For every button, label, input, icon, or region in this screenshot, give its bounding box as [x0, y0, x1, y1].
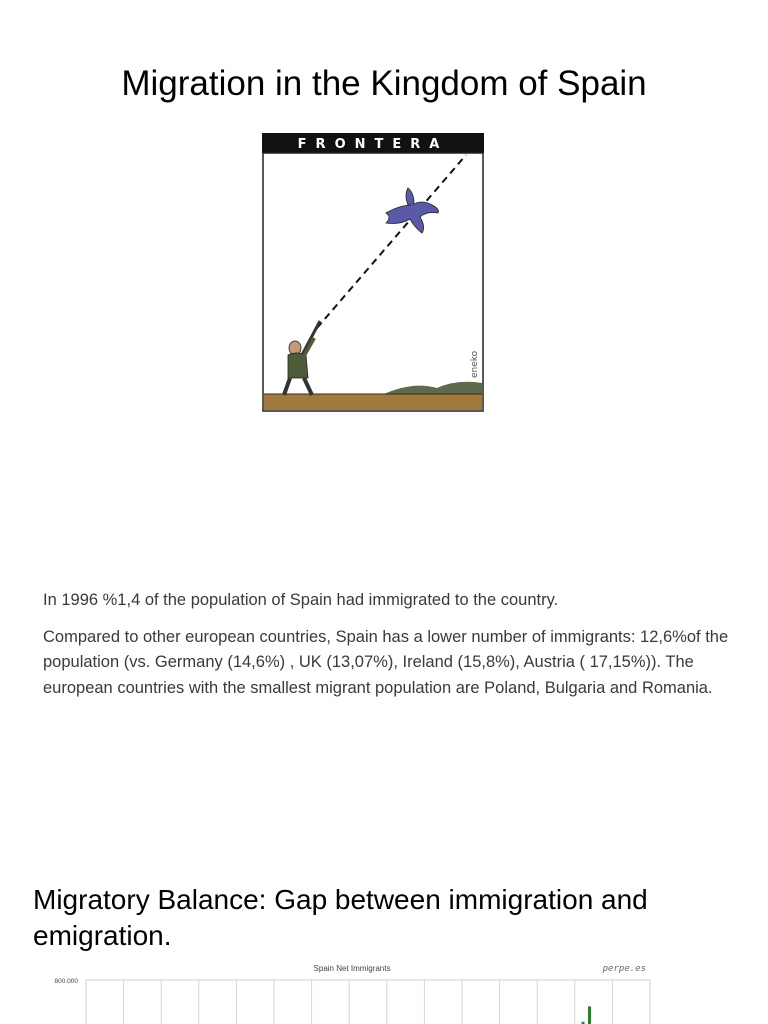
net-immigrants-chart	[20, 958, 660, 1024]
section-heading: Migratory Balance: Gap between immigration and emigration.	[33, 884, 648, 951]
chart-title: Spain Net Immigrants	[313, 964, 391, 973]
chart-grid	[86, 980, 650, 1024]
chart-bars	[562, 1006, 591, 1024]
cartoon-ground	[264, 394, 482, 410]
paragraph-1996: In 1996 %1,4 of the population of Spain had immigrated to the country.	[43, 591, 559, 609]
chart-ytick-top: 800.000	[54, 978, 78, 985]
cartoon-banner-text: FRONTERA	[297, 137, 449, 152]
chart-bar	[588, 1006, 591, 1024]
cartoon-signature: eneko	[470, 350, 480, 378]
page-title: Migration in the Kingdom of Spain	[121, 64, 647, 103]
paragraph-comparison: Compared to other european countries, Spain has a lower number of immigrants: 12,6%of the population (vs. Germany (14,6%) , UK (13,07%), Ireland (15,8%), Austria ( 17,15%)). The european countries with the smallest migrant population are Poland, Bulgaria and Romania.	[43, 627, 729, 697]
body-text	[43, 588, 743, 712]
frontera-cartoon	[262, 133, 484, 412]
chart-plot-frame	[86, 980, 650, 1024]
chart-watermark: perpe.es	[602, 964, 646, 974]
